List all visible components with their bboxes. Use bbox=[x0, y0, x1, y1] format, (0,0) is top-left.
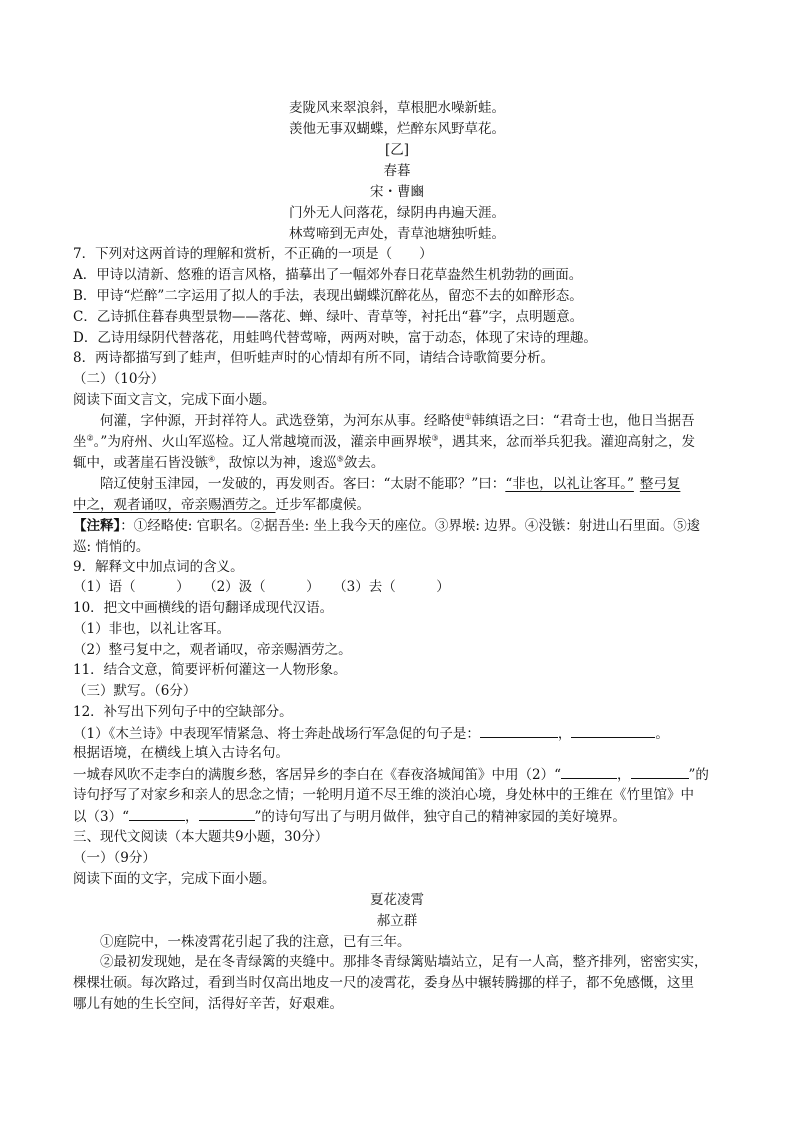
q7-option-d: D．乙诗用绿阴代替落花，用蛙鸣代替莺啼，两两对映，富于动态，体现了宋诗的理趣。 bbox=[73, 330, 597, 346]
answer-blank[interactable] bbox=[631, 764, 689, 779]
q7-option-a: A．甲诗以清新、悠雅的语言风格，描摹出了一幅郊外春日花草盎然生机勃勃的画面。 bbox=[73, 267, 583, 283]
passage-p1-line1: 何灌，字仲源，开封祥符人。武选登第，为河东从事。经略使①韩缜语之曰：“君奇士也，他日当据吾 bbox=[100, 412, 695, 429]
part3-sub: （一）（9分） bbox=[73, 850, 156, 866]
essay-p2-line2: 棵棵壮硕。每次路过，看到当时仅高出地皮一尺的凌霄花，委身丛中辗转腾挪的样子，都不免感慨，这里 bbox=[73, 975, 694, 991]
poem-yi-author: 宋・曹豳 bbox=[370, 184, 424, 200]
q12-context-line2: 诗句抒写了对家乡和亲人的思念之情；一轮明月道不尽王维的淡泊心境，身处林中的王维在《竹里馆》中 bbox=[73, 787, 694, 803]
essay-author: 郝立群 bbox=[376, 913, 418, 929]
essay-title: 夏花凌霄 bbox=[370, 892, 424, 908]
q9-items: （1）语（ ） （2）汲（ ） （3）去（ ） bbox=[73, 579, 450, 595]
poem-jia-line2: 羡他无事双蝴蝶，烂醉东风野草花。 bbox=[289, 121, 505, 137]
essay-p1: ①庭院中，一株凌霄花引起了我的注意，已有三年。 bbox=[100, 934, 411, 950]
part3-heading: 三、现代文阅读（本大题共9小题，30分） bbox=[73, 829, 329, 845]
underlined-sentence-2b: 中之，观者诵叹，帝亲赐酒劳之。 bbox=[73, 497, 276, 513]
section2-heading: （二）（10分） bbox=[73, 371, 165, 387]
q7-option-c: C．乙诗抓住暮春典型景物——落花、蝉、绿叶、青草等，衬托出“暮”字，点明题意。 bbox=[73, 309, 584, 325]
q9-stem: 9．解释文中加点词的含义。 bbox=[73, 559, 244, 575]
answer-blank[interactable] bbox=[480, 723, 558, 738]
q12-item1: （1）《木兰诗》中表现军情紧急、将士奔赴战场行军急促的句子是： ， 。 bbox=[73, 723, 723, 745]
section3-heading: （三）默写。（6分） bbox=[73, 683, 197, 699]
poem-yi-line2: 林莺啼到无声处，青草池塘独听蛙。 bbox=[289, 226, 505, 242]
poem-yi-title: 春暮 bbox=[383, 163, 411, 179]
answer-blank[interactable] bbox=[129, 806, 185, 821]
poem-jia-line1: 麦陇风来翠浪斜，草根肥水噪新蛙。 bbox=[289, 100, 505, 116]
answer-blank[interactable] bbox=[571, 723, 655, 738]
q8-stem: 8．两诗都描写到了蛙声，但听蛙声时的心情却有所不同，请结合诗歌简要分析。 bbox=[73, 350, 555, 366]
part3-intro: 阅读下面的文字，完成下面小题。 bbox=[73, 871, 276, 887]
q12-context-intro: 根据语境，在横线上填入古诗名句。 bbox=[73, 745, 289, 761]
notes-line2: 巡: 悄悄的。 bbox=[73, 539, 150, 555]
section2-intro: 阅读下面文言文，完成下面小题。 bbox=[73, 392, 276, 408]
q10-stem: 10．把文中画横线的语句翻译成现代汉语。 bbox=[73, 600, 334, 616]
answer-blank[interactable] bbox=[561, 764, 617, 779]
notes-label: 【注释】 bbox=[73, 518, 121, 534]
passage-p2-line2: 中之，观者诵叹，帝亲赐酒劳之。迁步军都虞候。 bbox=[73, 497, 370, 513]
underlined-sentence-2a: 整弓复 bbox=[639, 476, 681, 492]
poem-yi-line1: 门外无人问落花，绿阴冉冉遍天涯。 bbox=[289, 205, 505, 221]
q11-stem: 11．结合文意，简要评析何灌这一人物形象。 bbox=[73, 662, 347, 678]
q12-stem: 12．补写出下列句子中的空缺部分。 bbox=[73, 704, 293, 720]
passage-p1-line2: 坐②。”为府州、火山军巡检。辽人常越境而汲，灌亲申画界堠③，遇其来，忿而举兵犯我。灌迎高射之，发 bbox=[73, 433, 695, 450]
notes-line1: 【注释】：①经略使: 官职名。②据吾坐: 坐上我今天的座位。③界堠: 边界。④没镞：射进山石里面。⑤逡 bbox=[73, 518, 701, 534]
q10-sentence2: （2）整弓复中之，观者诵叹，帝亲赐酒劳之。 bbox=[73, 642, 352, 658]
q12-context-line3: 以（3）“ ， ”的诗句写出了与明月做伴，独守自己的精神家园的美好境界。 bbox=[73, 806, 723, 828]
q7-option-b: B．甲诗“烂醉”二字运用了拟人的手法，表现出蝴蝶沉醉花丛，留恋不去的如醉形态。 bbox=[73, 288, 583, 304]
q7-stem: 7．下列对这两首诗的理解和赏析，不正确的一项是（ ） bbox=[73, 246, 433, 262]
underlined-sentence-1: “非也，以礼让客耳。” bbox=[505, 476, 634, 492]
answer-blank[interactable] bbox=[199, 806, 255, 821]
essay-p2-line3: 哪儿有她的生长空间，活得好辛苦，好艰难。 bbox=[73, 996, 343, 1012]
passage-p2-line1: 陪辽使射玉津园，一发破的，再发则否。客曰：“太尉不能耶？”曰：“非也，以礼让客耳。” 整弓复 bbox=[100, 476, 681, 492]
q10-sentence1: （1）非也，以礼让客耳。 bbox=[73, 621, 231, 637]
passage-p1-line3: 辄中，或著崖石皆没镞④，敌惊以为神，逡巡⑤敛去。 bbox=[73, 454, 385, 471]
poem-yi-label: [乙] bbox=[384, 142, 410, 158]
essay-p2-line1: ②最初发现她，是在冬青绿篱的夹缝中。那排冬青绿篱贴墙站立，足有一人高，整齐排列，密密实实， bbox=[100, 954, 708, 970]
q12-context-line1: 一城春风吹不走李白的满腹乡愁，客居异乡的李白在《春夜洛城闻笛》中用（2）“ ， ”的 bbox=[73, 764, 723, 786]
